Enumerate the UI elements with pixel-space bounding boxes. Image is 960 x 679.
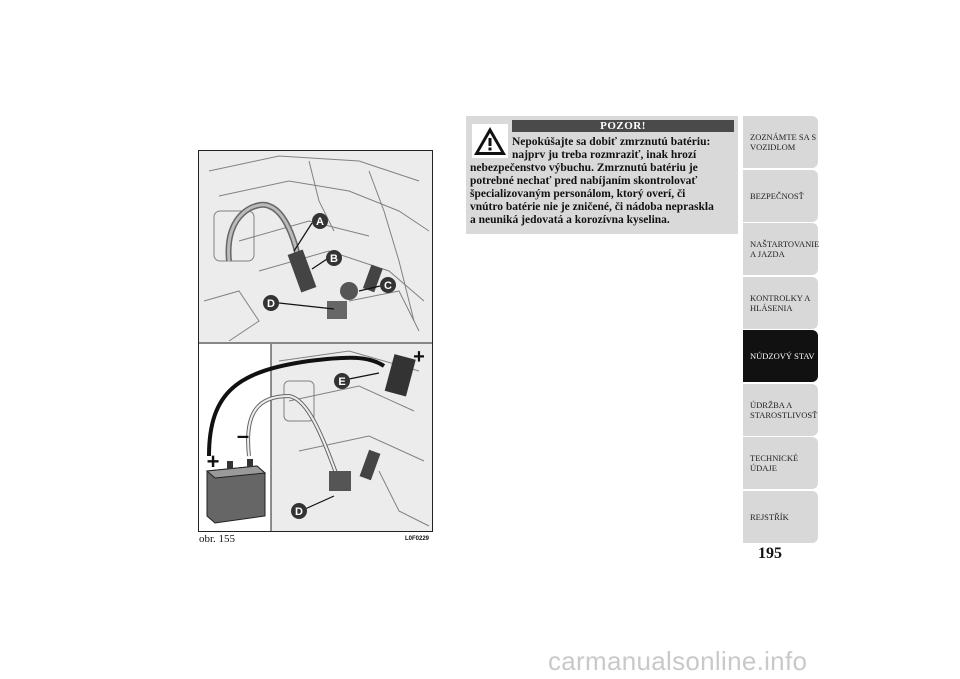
battery-jump-illustration [199, 151, 432, 531]
plus-sign-left: + [206, 449, 220, 474]
svg-text:E: E [338, 376, 346, 388]
callout-d-top [263, 295, 279, 311]
callout-b [326, 250, 342, 266]
tab-kontrolky-a-hlasenia[interactable]: KONTROLKY A HLÁSENIA [743, 277, 818, 329]
tab-nudzovy-stav[interactable]: NÚDZOVÝ STAV [743, 330, 818, 382]
warning-line: nebezpečenstvo výbuchu. Zmrznutú batériu je [470, 162, 698, 174]
svg-text:D: D [267, 298, 275, 310]
minus-sign: – [236, 423, 250, 448]
warning-line: potrebné nechať pred nabíjaním skontrolovať [470, 175, 698, 187]
warning-line: a neuniká jedovatá a korozívna kyselina. [470, 214, 670, 226]
page-number: 195 [758, 545, 782, 562]
figure-caption: obr. 155 [199, 533, 236, 545]
svg-text:A: A [316, 216, 324, 228]
callout-a [312, 213, 328, 229]
warning-line: vnútro batérie nie je zničené, či nádoba nepraskla [470, 201, 714, 213]
callout-d-bottom [291, 503, 307, 519]
tab-udrzba-a-starostlivost[interactable]: ÚDRŽBA A STAROSTLIVOSŤ [743, 384, 818, 436]
tab-bezpecnost[interactable]: BEZPEČNOSŤ [743, 170, 818, 222]
callout-e [334, 373, 350, 389]
callout-c [380, 277, 396, 293]
svg-text:D: D [295, 506, 303, 518]
figure-code: L0F0229 [405, 536, 430, 542]
plus-sign-top: + [413, 346, 425, 368]
chapter-tabs [743, 116, 818, 544]
watermark: carmanualsonline.info [548, 646, 808, 676]
warning-header: POZOR! [512, 120, 734, 132]
warning-box [466, 116, 738, 234]
svg-text:C: C [384, 280, 392, 292]
warning-text [470, 136, 736, 227]
tab-rejstrik[interactable]: REJSTŘÍK [743, 491, 818, 543]
illustration-figure [198, 150, 433, 532]
warning-line: najprv ju treba rozmraziť, inak hrozí [512, 149, 697, 161]
warning-line: špecializovaným personálom, ktorý overí, či [470, 188, 686, 200]
tab-zoznamte-sa-s-vozidlom[interactable]: ZOZNÁMTE SA S VOZIDLOM [743, 116, 818, 168]
svg-text:B: B [330, 253, 338, 265]
tab-technicke-udaje[interactable]: TECHNICKÉ ÚDAJE [743, 437, 818, 489]
warning-line: Nepokúšajte sa dobiť zmrznutú batériu: [512, 136, 711, 148]
tab-nastartovanie-a-jazda[interactable]: NAŠTARTOVANIE A JAZDA [743, 223, 818, 275]
